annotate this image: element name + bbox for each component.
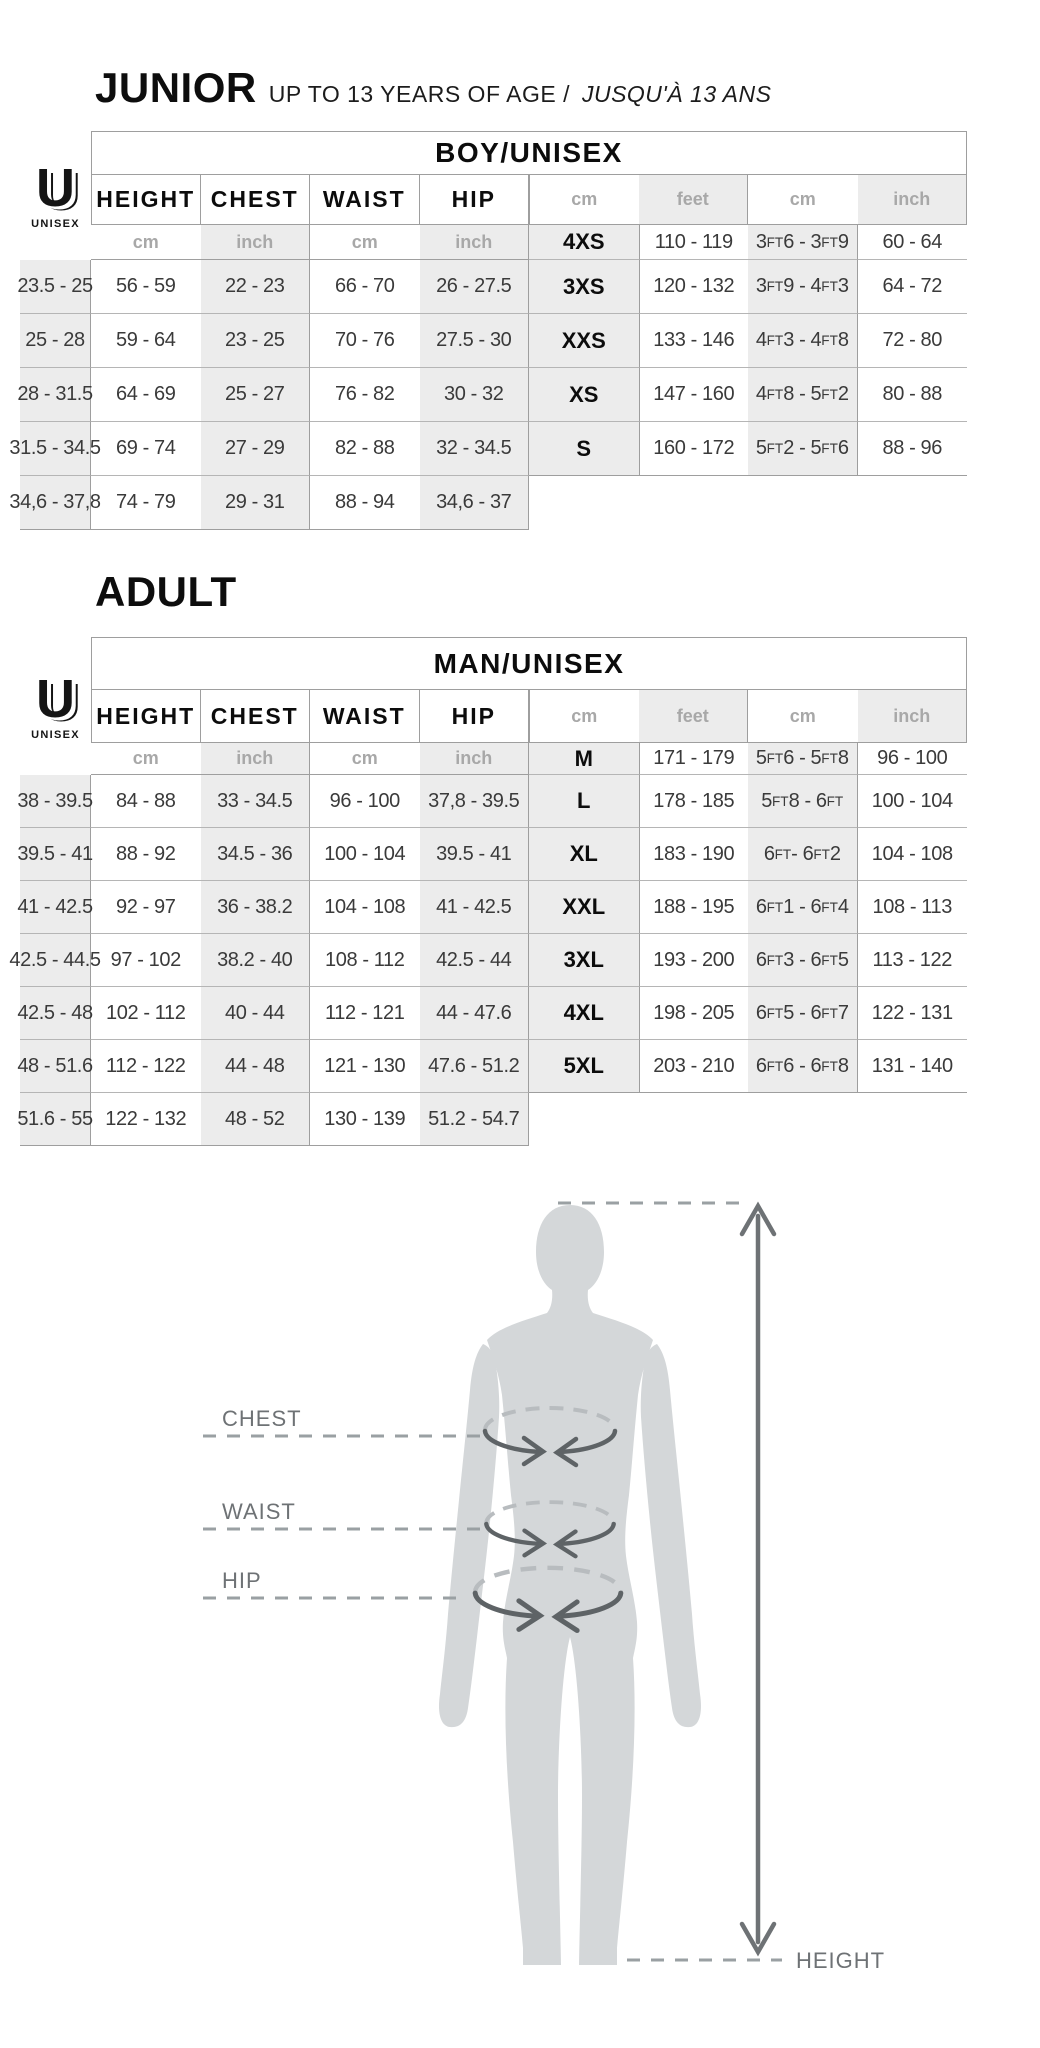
measurement-cell: 38 - 39.5 xyxy=(20,775,91,828)
measurement-cell: 112 - 121 xyxy=(310,987,420,1040)
feet-abbrev: FT xyxy=(766,333,784,348)
column-group-height: HEIGHT xyxy=(91,690,201,743)
feet-abbrev: FT xyxy=(821,952,838,968)
feet-abbrev: FT xyxy=(821,279,838,294)
column-group-chest: CHEST xyxy=(201,690,311,743)
unit-header-cm: cm xyxy=(91,225,201,260)
measurement-cell: 25 - 27 xyxy=(201,368,311,422)
junior-subtitle-en: UP TO 13 YEARS OF AGE / xyxy=(268,81,570,107)
adult-section-title xyxy=(95,568,237,616)
waist-label: WAIST xyxy=(222,1499,296,1524)
measurement-cell: 23.5 - 25 xyxy=(20,260,91,314)
u-logo-mark: U xyxy=(36,668,75,729)
measurement-cell: 76 - 82 xyxy=(310,368,420,422)
feet-abbrev: FT xyxy=(771,793,789,809)
adult-heading: ADULT xyxy=(95,568,237,615)
measurement-cell: 6 FT 6 - 6 FT 8 xyxy=(748,1040,858,1093)
measurement-cell: 171 - 179 xyxy=(639,743,749,775)
body-measurement-diagram xyxy=(130,1190,910,2010)
unit-header-cm: cm xyxy=(748,690,858,743)
unisex-logo xyxy=(20,637,91,775)
measurement-cell: 42.5 - 44 xyxy=(420,934,530,987)
feet-abbrev: FT xyxy=(766,1058,784,1074)
unit-header-cm: cm xyxy=(91,743,201,775)
body-right-arm xyxy=(641,1344,701,1727)
measurement-cell: 37,8 - 39.5 xyxy=(420,775,530,828)
feet-abbrev: FT xyxy=(766,234,784,250)
measurement-cell: 6 FT 5 - 6 FT 7 xyxy=(748,987,858,1040)
measurement-cell: 44 - 48 xyxy=(201,1040,311,1093)
measurement-cell: 121 - 130 xyxy=(310,1040,420,1093)
measurement-cell: 69 - 74 xyxy=(91,422,201,476)
measurement-cell: 5 FT 2 - 5 FT 6 xyxy=(748,422,858,476)
measurement-cell: 59 - 64 xyxy=(91,314,201,368)
feet-abbrev: FT xyxy=(821,1058,838,1074)
measurement-cell: 130 - 139 xyxy=(310,1093,420,1146)
feet-abbrev: FT xyxy=(821,899,838,915)
measurement-cell: 102 - 112 xyxy=(91,987,201,1040)
measurement-cell: 34,6 - 37 xyxy=(420,476,530,530)
table-title: BOY/UNISEX xyxy=(91,131,967,175)
feet-abbrev: FT xyxy=(774,846,792,862)
body-left-arm xyxy=(439,1344,499,1727)
measurement-cell: 28 - 31.5 xyxy=(20,368,91,422)
measurement-cell: 70 - 76 xyxy=(310,314,420,368)
size-label-l: L xyxy=(529,775,639,828)
measurement-cell: 112 - 122 xyxy=(91,1040,201,1093)
feet-abbrev: FT xyxy=(766,441,784,456)
hip-label: HIP xyxy=(222,1568,262,1593)
junior-heading: JUNIOR xyxy=(95,64,257,111)
measurement-cell: 198 - 205 xyxy=(639,987,749,1040)
measurement-cell: 108 - 113 xyxy=(858,881,968,934)
size-label-xxl: XXL xyxy=(529,881,639,934)
measurement-cell: 41 - 42.5 xyxy=(20,881,91,934)
measurement-cell: 5 FT 8 - 6 FT xyxy=(748,775,858,828)
unit-header-inch: inch xyxy=(858,175,968,225)
feet-abbrev: FT xyxy=(821,234,838,250)
feet-abbrev: FT xyxy=(766,387,784,402)
unit-header-inch: inch xyxy=(858,690,968,743)
unit-header-inch: inch xyxy=(420,743,530,775)
unisex-logo xyxy=(20,131,91,260)
measurement-cell: 30 - 32 xyxy=(420,368,530,422)
unit-header-cm: cm xyxy=(529,690,639,743)
measurement-cell: 100 - 104 xyxy=(858,775,968,828)
measurement-cell: 48 - 52 xyxy=(201,1093,311,1146)
unit-header-cm: cm xyxy=(310,225,420,260)
measurement-cell: 6 FT 1 - 6 FT 4 xyxy=(748,881,858,934)
measurement-cell: 32 - 34.5 xyxy=(420,422,530,476)
feet-abbrev: FT xyxy=(813,846,830,862)
junior-size-table xyxy=(9,131,967,530)
measurement-cell: 110 - 119 xyxy=(639,225,749,260)
size-label-xs: XS xyxy=(529,368,639,422)
measurement-cell: 108 - 112 xyxy=(310,934,420,987)
measurement-cell: 34,6 - 37,8 xyxy=(20,476,91,530)
u-logo-mark: U xyxy=(36,158,75,218)
unit-header-cm: cm xyxy=(310,743,420,775)
measurement-cell: 122 - 131 xyxy=(858,987,968,1040)
unit-header-cm: cm xyxy=(748,175,858,225)
measurement-cell: 147 - 160 xyxy=(639,368,749,422)
measurement-cell: 64 - 69 xyxy=(91,368,201,422)
measurement-cell: 131 - 140 xyxy=(858,1040,968,1093)
size-label-s: S xyxy=(529,422,639,476)
measurement-cell: 23 - 25 xyxy=(201,314,311,368)
measurement-cell: 4 FT 3 - 4 FT 8 xyxy=(748,314,858,368)
measurement-cell: 60 - 64 xyxy=(858,225,968,260)
measurement-cell: 133 - 146 xyxy=(639,314,749,368)
feet-abbrev: FT xyxy=(821,1005,838,1021)
measurement-cell: 56 - 59 xyxy=(91,260,201,314)
size-label-3xs: 3XS xyxy=(529,260,639,314)
measurement-cell: 39.5 - 41 xyxy=(420,828,530,881)
measurement-cell: 122 - 132 xyxy=(91,1093,201,1146)
measurement-cell: 51.2 - 54.7 xyxy=(420,1093,530,1146)
column-group-hip: HIP xyxy=(420,690,530,743)
unit-header-cm: cm xyxy=(529,175,639,225)
measurement-cell: 88 - 92 xyxy=(91,828,201,881)
measurement-cell: 84 - 88 xyxy=(91,775,201,828)
measurement-cell: 31.5 - 34.5 xyxy=(20,422,91,476)
measurement-cell: 34.5 - 36 xyxy=(201,828,311,881)
measurement-cell: 193 - 200 xyxy=(639,934,749,987)
measurement-cell: 44 - 47.6 xyxy=(420,987,530,1040)
size-label-3xl: 3XL xyxy=(529,934,639,987)
measurement-cell: 96 - 100 xyxy=(310,775,420,828)
measurement-cell: 64 - 72 xyxy=(858,260,968,314)
measurement-cell: 39.5 - 41 xyxy=(20,828,91,881)
measurement-cell: 92 - 97 xyxy=(91,881,201,934)
column-group-waist: WAIST xyxy=(310,175,420,225)
measurement-cell: 72 - 80 xyxy=(858,314,968,368)
unisex-logo-label: UNISEX xyxy=(31,218,80,230)
measurement-cell: 74 - 79 xyxy=(91,476,201,530)
chest-label: CHEST xyxy=(222,1406,302,1431)
feet-abbrev: FT xyxy=(766,279,784,294)
feet-abbrev: FT xyxy=(766,952,784,968)
measurement-cell: 40 - 44 xyxy=(201,987,311,1040)
size-label-4xl: 4XL xyxy=(529,987,639,1040)
column-group-height: HEIGHT xyxy=(91,175,201,225)
measurement-cell: 38.2 - 40 xyxy=(201,934,311,987)
measurement-cell: 80 - 88 xyxy=(858,368,968,422)
measurement-cell: 41 - 42.5 xyxy=(420,881,530,934)
measurement-cell: 47.6 - 51.2 xyxy=(420,1040,530,1093)
measurement-cell: 82 - 88 xyxy=(310,422,420,476)
measurement-cell: 104 - 108 xyxy=(310,881,420,934)
unit-header-feet: feet xyxy=(639,175,749,225)
measurement-cell: 6 FT 3 - 6 FT 5 xyxy=(748,934,858,987)
measurement-cell: 4 FT 8 - 5 FT 2 xyxy=(748,368,858,422)
measurement-cell: 203 - 210 xyxy=(639,1040,749,1093)
feet-abbrev: FT xyxy=(821,751,838,766)
measurement-cell: 6 FT - 6 FT 2 xyxy=(748,828,858,881)
column-group-hip: HIP xyxy=(420,175,530,225)
size-label-5xl: 5XL xyxy=(529,1040,639,1093)
measurement-cell: 42.5 - 48 xyxy=(20,987,91,1040)
measurement-cell: 22 - 23 xyxy=(201,260,311,314)
feet-abbrev: FT xyxy=(766,899,784,915)
measurement-cell: 48 - 51.6 xyxy=(20,1040,91,1093)
measurement-cell: 183 - 190 xyxy=(639,828,749,881)
size-label-xxs: XXS xyxy=(529,314,639,368)
measurement-cell: 113 - 122 xyxy=(858,934,968,987)
junior-section-title xyxy=(95,64,771,112)
unit-header-inch: inch xyxy=(420,225,530,260)
measurement-cell: 51.6 - 55 xyxy=(20,1093,91,1146)
measurement-cell: 5 FT 6 - 5 FT 8 xyxy=(748,743,858,775)
size-label-4xs: 4XS xyxy=(529,225,639,260)
measurement-cell: 29 - 31 xyxy=(201,476,311,530)
measurement-cell: 27 - 29 xyxy=(201,422,311,476)
measurement-cell: 42.5 - 44.5 xyxy=(20,934,91,987)
table-title: MAN/UNISEX xyxy=(91,637,967,690)
column-group-chest: CHEST xyxy=(201,175,311,225)
adult-size-table xyxy=(9,637,967,1146)
measurement-cell: 178 - 185 xyxy=(639,775,749,828)
measurement-cell: 120 - 132 xyxy=(639,260,749,314)
height-label: HEIGHT xyxy=(796,1948,886,1973)
unit-header-inch: inch xyxy=(201,225,311,260)
measurement-cell: 160 - 172 xyxy=(639,422,749,476)
feet-abbrev: FT xyxy=(821,441,838,456)
body-silhouette xyxy=(487,1205,653,1965)
measurement-cell: 66 - 70 xyxy=(310,260,420,314)
measurement-cell: 188 - 195 xyxy=(639,881,749,934)
measurement-cell: 3 FT 9 - 4 FT 3 xyxy=(748,260,858,314)
measurement-cell: 27.5 - 30 xyxy=(420,314,530,368)
feet-abbrev: FT xyxy=(821,387,838,402)
unisex-logo-label: UNISEX xyxy=(31,728,80,741)
measurement-cell: 33 - 34.5 xyxy=(201,775,311,828)
unit-header-feet: feet xyxy=(639,690,749,743)
measurement-cell: 3 FT 6 - 3 FT 9 xyxy=(748,225,858,260)
feet-abbrev: FT xyxy=(821,333,838,348)
feet-abbrev: FT xyxy=(766,1005,784,1021)
junior-subtitle-fr: JUSQU'À 13 ANS xyxy=(581,81,772,107)
column-group-waist: WAIST xyxy=(310,690,420,743)
size-label-xl: XL xyxy=(529,828,639,881)
measurement-cell: 96 - 100 xyxy=(858,743,968,775)
measurement-cell: 26 - 27.5 xyxy=(420,260,530,314)
feet-abbrev: FT xyxy=(766,751,784,766)
measurement-cell: 88 - 96 xyxy=(858,422,968,476)
measurement-cell: 25 - 28 xyxy=(20,314,91,368)
measurement-cell: 97 - 102 xyxy=(91,934,201,987)
measurement-cell: 36 - 38.2 xyxy=(201,881,311,934)
feet-abbrev: FT xyxy=(826,793,844,809)
size-label-m: M xyxy=(529,743,639,775)
measurement-cell: 88 - 94 xyxy=(310,476,420,530)
measurement-cell: 104 - 108 xyxy=(858,828,968,881)
unit-header-inch: inch xyxy=(201,743,311,775)
measurement-cell: 100 - 104 xyxy=(310,828,420,881)
